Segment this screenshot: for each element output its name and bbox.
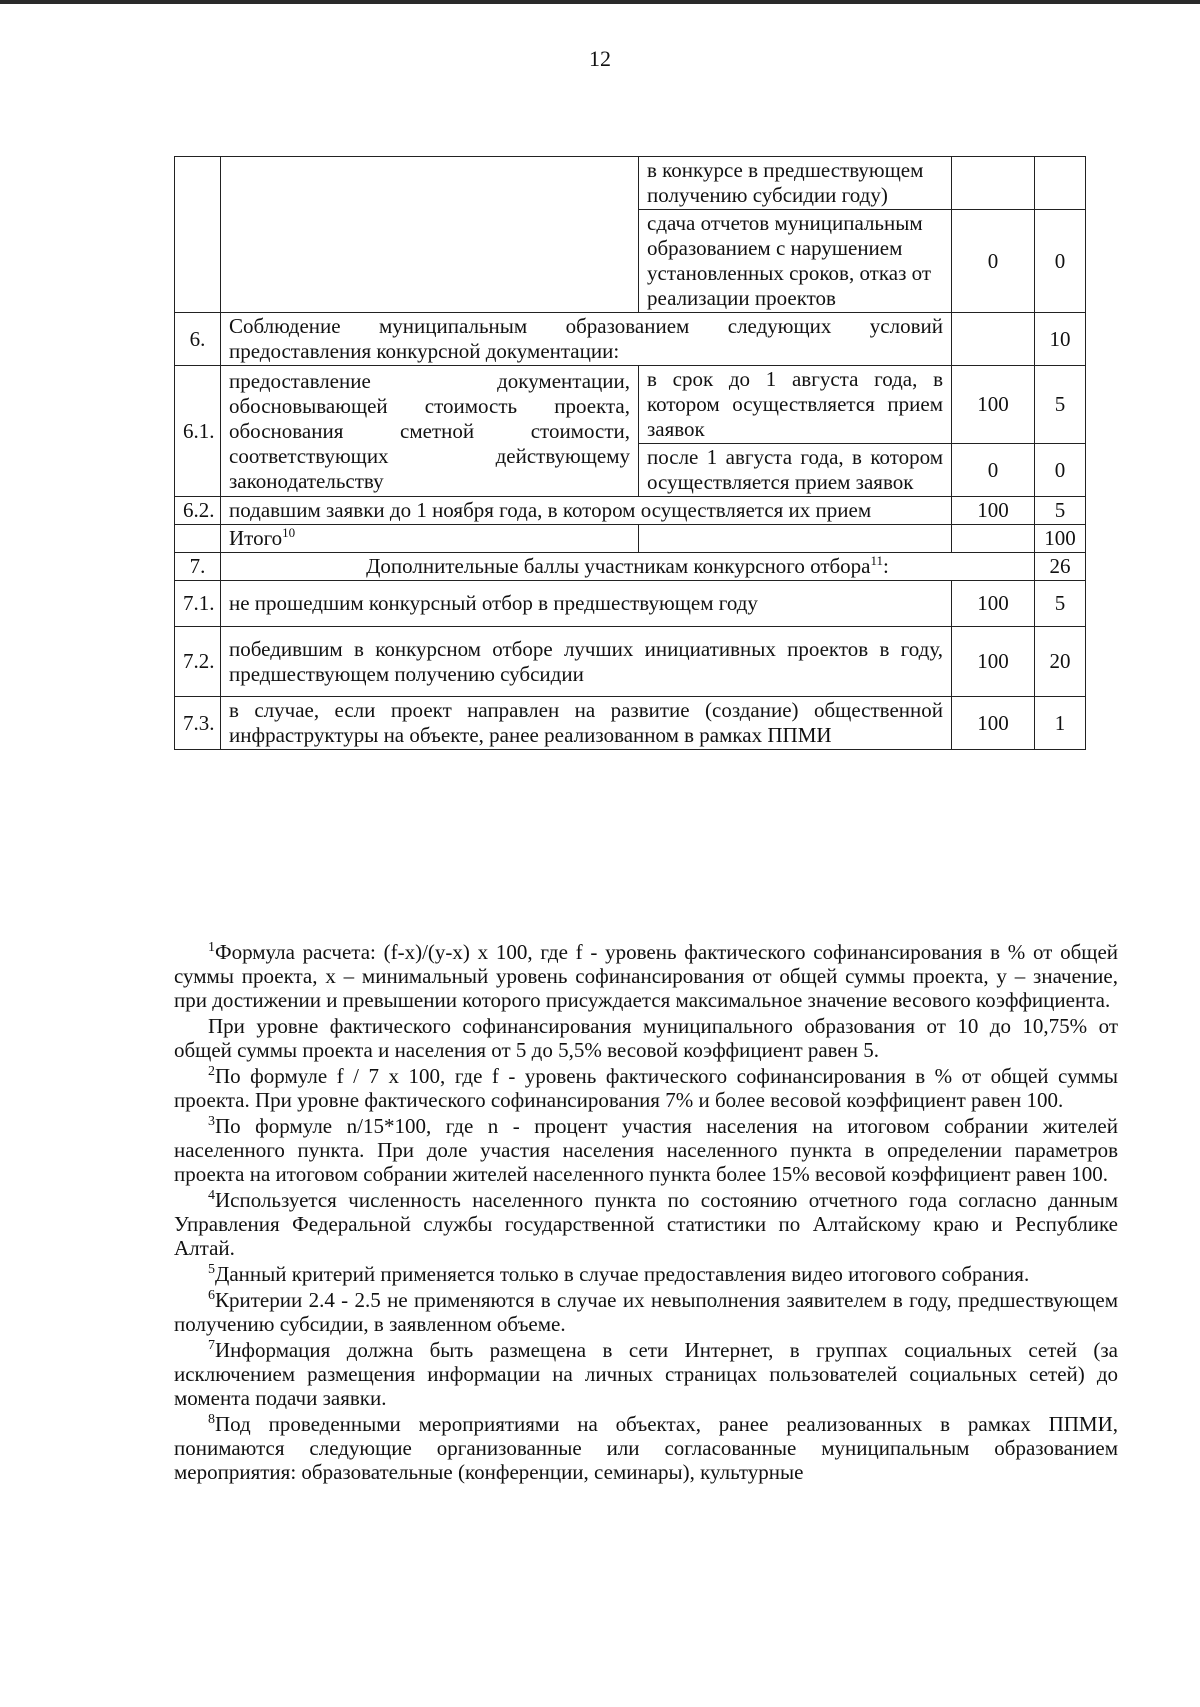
score-cell: 0: [1035, 444, 1086, 497]
table-row: [175, 525, 1086, 553]
score-cell: 100: [1035, 525, 1086, 553]
score-cell: 5: [1035, 581, 1086, 627]
footnote-2: [174, 1064, 1118, 1112]
empty-score-cell: [1035, 157, 1086, 210]
table-row: [175, 627, 1086, 697]
criteria-table: [174, 156, 1086, 750]
footnote-text: По формуле f / 7 x 100, где f - уровень фактического софинансирования в % от общей суммы проекта. При уровне фактического софинансирования 7% и более весовой коэффициент равен 100.: [174, 1064, 1118, 1112]
criterion-cell: победившим в конкурсном отборе лучших инициативных проектов в году, предшествующем получению субсидии: [221, 627, 952, 697]
footnote-1: [174, 940, 1118, 1012]
total-label-cell: [221, 525, 639, 553]
footnote-text: Данный критерий применяется только в случае предоставления видео итогового собрания.: [215, 1262, 1030, 1286]
value-cell: 100: [952, 497, 1035, 525]
score-cell: 5: [1035, 497, 1086, 525]
row-number: 6.1.: [175, 366, 221, 497]
row-number: 7.: [175, 553, 221, 581]
row-number: 7.2.: [175, 627, 221, 697]
footnote-mark: 6: [208, 1288, 215, 1303]
criterion-cell: не прошедшим конкурсный отбор в предшествующем году: [221, 581, 952, 627]
score-cell: 5: [1035, 366, 1086, 444]
empty-condition-cell: [639, 525, 952, 553]
table-row: [175, 497, 1086, 525]
table-row: [175, 553, 1086, 581]
table-row: [175, 366, 1086, 444]
footnote-6: [174, 1288, 1118, 1336]
condition-cell: сдача отчетов муниципальным образованием с нарушением установленных сроков, отказ от реализации проектов: [639, 210, 952, 313]
empty-num-cell: [175, 157, 221, 313]
empty-criterion-cell: [221, 157, 639, 313]
row-number: 7.3.: [175, 697, 221, 750]
table-row: [175, 697, 1086, 750]
score-cell: 26: [1035, 553, 1086, 581]
footnote-mark: 5: [208, 1262, 215, 1277]
empty-value-cell: [952, 157, 1035, 210]
table-row: [175, 313, 1086, 366]
condition-cell: в конкурсе в предшествующем получению субсидии году): [639, 157, 952, 210]
footnote-ref: 10: [282, 525, 296, 540]
score-cell: 10: [1035, 313, 1086, 366]
total-label: Итого: [229, 526, 283, 550]
footnote-7: [174, 1338, 1118, 1410]
page-top-border: [0, 0, 1200, 4]
page-number: 12: [589, 46, 611, 71]
footnote-text: Используется численность населенного пункта по состоянию отчетного года согласно данным Управления Федеральной службы государственной статистики по Алтайскому краю и Республике Алтай.: [174, 1188, 1118, 1260]
criterion-text: Дополнительные баллы участникам конкурсного отбора: [366, 554, 871, 578]
footnote-mark: 1: [208, 940, 215, 955]
table-row: [175, 581, 1086, 627]
condition-cell: в срок до 1 августа года, в котором осуществляется прием заявок: [639, 366, 952, 444]
footnotes: [174, 940, 1118, 1486]
row-number: 6.: [175, 313, 221, 366]
row-number: 7.1.: [175, 581, 221, 627]
value-cell: 100: [952, 697, 1035, 750]
criterion-cell: Соблюдение муниципальным образованием следующих условий предоставления конкурсной документации:: [221, 313, 952, 366]
table-row: [175, 157, 1086, 210]
footnote-text: Под проведенными мероприятиями на объектах, ранее реализованных в рамках ППМИ, понимаются следующие организованные или согласованные муниципальным образованием мероприятия: образовательные (конференции, семинары), культурные: [174, 1412, 1118, 1484]
criterion-cell: подавшим заявки до 1 ноября года, в котором осуществляется их прием: [221, 497, 952, 525]
score-cell: 1: [1035, 697, 1086, 750]
criterion-cell: [221, 553, 1035, 581]
footnote-5: [174, 1262, 1118, 1286]
footnote-4: [174, 1188, 1118, 1260]
footnote-1-paragraph-2: При уровне фактического софинансирования муниципального образования от 10 до 10,75% от общей суммы проекта и населения от 5 до 5,5% весовой коэффициент равен 5.: [174, 1014, 1118, 1062]
footnote-mark: 3: [208, 1114, 215, 1129]
footnote-text: По формуле n/15*100, где n - процент участия населения на итоговом собрании жителей населенного пункта. При доле участия населения населенного пункта в определении параметров проекта на итоговом собрании жителей населенного пункта более 15% весовой коэффициент равен 100.: [174, 1114, 1118, 1186]
score-cell: 20: [1035, 627, 1086, 697]
criterion-cell: в случае, если проект направлен на развитие (создание) общественной инфраструктуры на объекте, ранее реализованном в рамках ППМИ: [221, 697, 952, 750]
footnote-ref: 11: [870, 553, 884, 568]
score-cell: 0: [1035, 210, 1086, 313]
colon: :: [883, 554, 889, 578]
value-cell: 100: [952, 627, 1035, 697]
empty-value-cell: [952, 313, 1035, 366]
criterion-cell: предоставление документации, обосновывающей стоимость проекта, обоснования сметной стоимости, соответствующих действующему законодательству: [221, 366, 639, 497]
row-number: 6.2.: [175, 497, 221, 525]
value-cell: 100: [952, 581, 1035, 627]
footnote-mark: 7: [208, 1338, 215, 1353]
value-cell: 0: [952, 444, 1035, 497]
footnote-text: Информация должна быть размещена в сети Интернет, в группах социальных сетей (за исключением размещения информации на личных страницах пользователей социальных сетей) до момента подачи заявки.: [174, 1338, 1118, 1410]
empty-value-cell: [952, 525, 1035, 553]
footnote-8: [174, 1412, 1118, 1484]
footnote-mark: 4: [208, 1188, 215, 1203]
value-cell: 0: [952, 210, 1035, 313]
footnote-text: Критерии 2.4 - 2.5 не применяются в случае их невыполнения заявителем в году, предшествующем получению субсидии, в заявленном объеме.: [174, 1288, 1118, 1336]
footnote-mark: 2: [208, 1064, 215, 1079]
footnote-mark: 8: [208, 1412, 215, 1427]
value-cell: 100: [952, 366, 1035, 444]
condition-cell: после 1 августа года, в котором осуществляется прием заявок: [639, 444, 952, 497]
footnote-3: [174, 1114, 1118, 1186]
footnote-text: Формула расчета: (f-x)/(y-x) x 100, где f - уровень фактического софинансирования в % от общей суммы проекта, x – минимальный уровень софинансирования от общей суммы проекта, y – значение, при достижении и превышении которого присуждается максимальное значение весового коэффициента.: [174, 940, 1118, 1012]
empty-num-cell: [175, 525, 221, 553]
